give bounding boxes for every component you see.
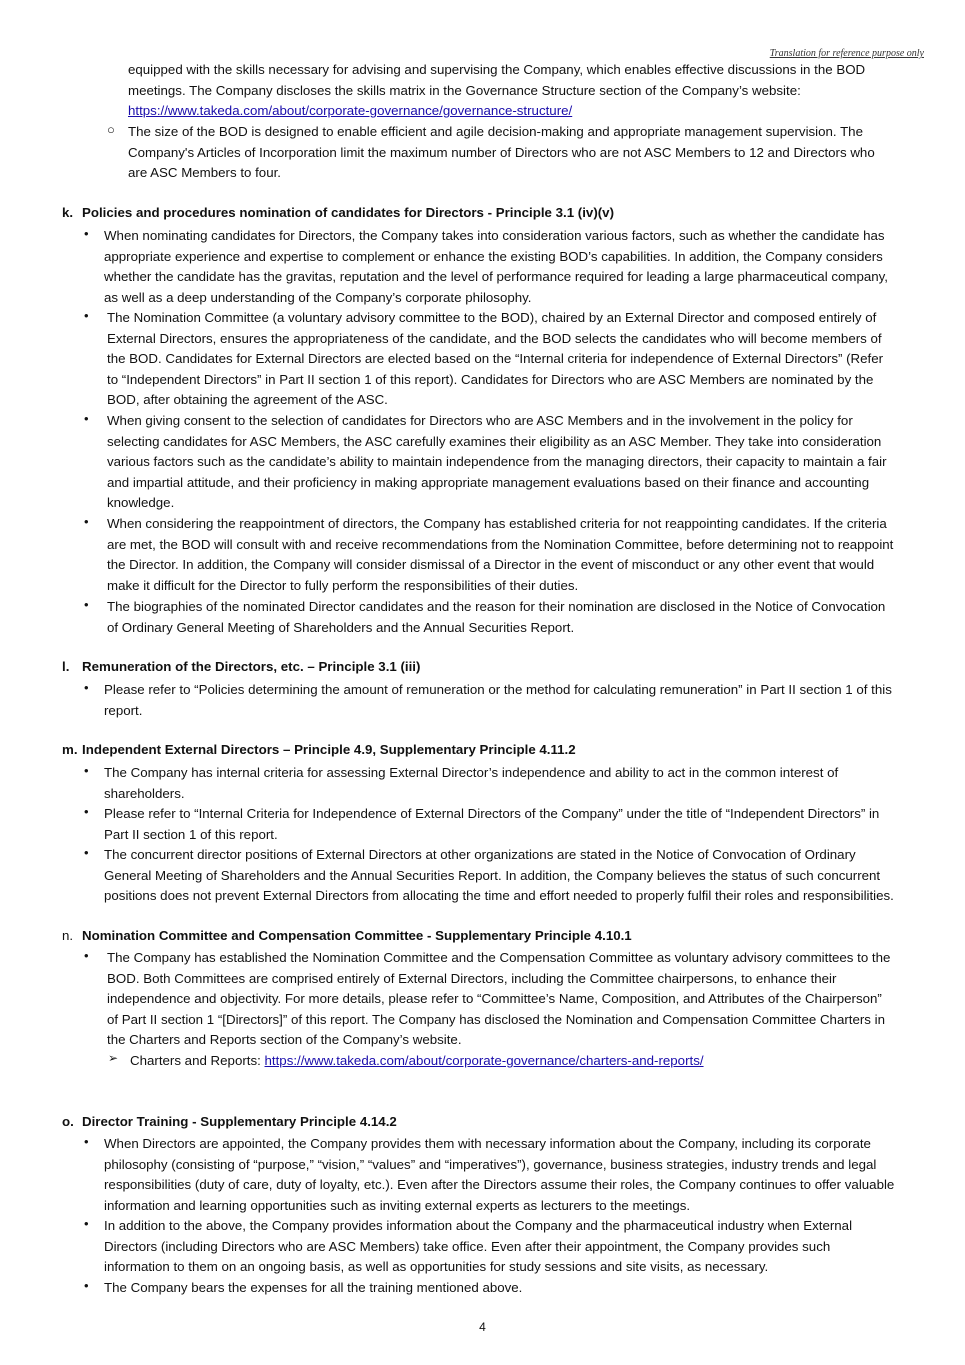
k-bullet-4 xyxy=(107,514,893,596)
text-line: of Ordinary General Meeting of Shareholders and the Annual Securities Report. xyxy=(107,619,575,635)
text-line: The concurrent director positions of External Directors at other organizations are stated in the Notice of Convocation of Ordinary xyxy=(104,847,856,862)
text-line: to “Independent Directors” in Part II section 1 of this report). Candidates for Directors who are ASC Members are nominated by the xyxy=(107,371,874,387)
intro-continuation xyxy=(128,60,865,122)
bullet-icon: • xyxy=(84,948,89,963)
o-bullet-1 xyxy=(104,1134,894,1216)
charters-reports-item xyxy=(130,1051,704,1072)
text-line: and impartial attitude, and their proficiency in making appropriate management evaluations based on their finance and accounting xyxy=(107,474,870,490)
page-number: 4 xyxy=(479,1320,486,1334)
bullet-icon: • xyxy=(84,411,89,426)
text-line: independence and objectivity. For more details, please refer to “Committee’s Name, Composition, and Attributes of the Chairperson” xyxy=(107,991,882,1007)
text-line: When considering the reappointment of directors, the Company has established criteria for not reappointing candidates. If the criteria xyxy=(107,516,887,531)
bod-size-paragraph xyxy=(128,122,875,184)
text-line: information to them on an ongoing basis, as well as opportunities for study sessions and site visits, as necessary. xyxy=(104,1259,769,1275)
text-line: BOD. Both Committees are comprised entirely of External Directors, including the Committee chairpersons, to enhance their xyxy=(107,970,837,986)
section-o-heading xyxy=(62,1114,397,1129)
text-line: positions does not prevent External Directors from allocating the time and effort needed to properly fulfil their roles and responsibilities. xyxy=(104,888,894,904)
text-line: information and learning opportunities such as inviting external experts as lecturers to the meetings. xyxy=(104,1197,691,1213)
text-line: The biographies of the nominated Director candidates and the reason for their nomination are disclosed in the Notice of Convocation xyxy=(107,599,886,614)
section-title: Nomination Committee and Compensation Committee - Supplementary Principle 4.10.1 xyxy=(82,928,632,943)
text-line: report. xyxy=(104,702,143,718)
bullet-icon: • xyxy=(84,226,89,241)
section-n-heading xyxy=(62,928,632,943)
charters-reports-link[interactable]: https://www.takeda.com/about/corporate-governance/charters-and-reports/ xyxy=(264,1053,704,1068)
text-line: shareholders. xyxy=(104,785,185,801)
arrow-bullet-icon: ➢ xyxy=(108,1051,119,1065)
o-bullet-2 xyxy=(104,1216,852,1278)
bullet-icon: • xyxy=(84,514,89,529)
text-line: In addition to the above, the Company provides information about the Company and the pharmaceutical industry when External xyxy=(104,1218,853,1233)
text-line: make it difficult for the Director to fully perform the responsibilities of their duties. xyxy=(107,577,579,593)
text-line: are ASC Members to four. xyxy=(128,165,281,181)
k-bullet-3 xyxy=(107,411,887,514)
text-line: as well as a deep understanding of the Company’s corporate philosophy. xyxy=(104,289,532,305)
text-line: The size of the BOD is designed to enable efficient and agile decision-making and appropriate management supervision. The xyxy=(128,124,863,139)
section-title: Remuneration of the Directors, etc. – Principle 3.1 (iii) xyxy=(82,659,421,674)
text-line: equipped with the skills necessary for advising and supervising the Company, which enables effective discussions in the BOD xyxy=(128,62,866,77)
bullet-icon: • xyxy=(84,1278,89,1293)
section-title: Independent External Directors – Principle 4.9, Supplementary Principle 4.11.2 xyxy=(82,742,576,757)
charters-label: Charters and Reports: xyxy=(130,1053,265,1068)
text-line: Please refer to “Internal Criteria for Independence of External Directors of the Company” under the title of “Independent Directors” in xyxy=(104,806,880,821)
text-line: When nominating candidates for Directors, the Company takes into consideration various factors, such as whether the candidate has xyxy=(104,228,885,243)
section-letter: m. xyxy=(62,742,78,757)
text-line: appropriate experience and expertise to complement or enhance the existing BOD’s capabilities. In addition, the Company considers xyxy=(104,248,883,264)
text-line: When Directors are appointed, the Company provides them with necessary information about the Company, including its corporate xyxy=(104,1136,871,1151)
section-l-heading xyxy=(62,659,420,674)
text-line: The Nomination Committee (a voluntary advisory committee to the BOD), chaired by an External Director and composed entirely of xyxy=(107,310,877,325)
bullet-icon: • xyxy=(84,845,89,860)
text-line: whether the candidate has the gravitas, reputation and the level of performance required for leading a large pharmaceutical company, xyxy=(104,269,889,285)
text-line: The Company has established the Nomination Committee and the Compensation Committee as voluntary advisory committees to the xyxy=(107,950,891,965)
governance-structure-link[interactable]: https://www.takeda.com/about/corporate-governance/governance-structure/ xyxy=(128,103,573,119)
text-line: the Director. In addition, the Company will consider dismissal of a Director in the event of misconduct or any other event that would xyxy=(107,557,875,573)
section-k-heading xyxy=(62,205,614,220)
text-line: Company's Articles of Incorporation limit the maximum number of Directors who are not ASC Members to 12 and Directors who xyxy=(128,144,875,160)
text-line: various factors such as the candidate’s ability to maintain independence from the managing directors, their capacity to maintain a fair xyxy=(107,454,887,470)
m-bullet-1 xyxy=(104,763,838,804)
bullet-icon: • xyxy=(84,763,89,778)
text-line: are met, the BOD will consult with and receive recommendations from the Nomination Committee, before determining not to reappoint xyxy=(107,536,894,552)
section-m-heading xyxy=(62,742,576,757)
text-line: Please refer to “Policies determining the amount of remuneration or the method for calculating remuneration” in Part II section 1 of this xyxy=(104,682,892,697)
text-line: knowledge. xyxy=(107,495,175,511)
bullet-icon: • xyxy=(84,680,89,695)
bullet-icon: • xyxy=(84,597,89,612)
bullet-icon: • xyxy=(84,804,89,819)
text-line: the Charters and Reports section of the Company’s website. xyxy=(107,1032,462,1048)
bullet-icon: • xyxy=(84,1216,89,1231)
bullet-icon: • xyxy=(84,308,89,323)
reference-note: Translation for reference purpose only xyxy=(769,48,924,59)
text-line: The Company has internal criteria for assessing External Director’s independence and ability to act in the common interest of xyxy=(104,765,839,780)
text-line: External Directors, ensures the appropriateness of the candidate, and the BOD selects the candidates who will become members of xyxy=(107,330,882,346)
m-bullet-3 xyxy=(104,845,894,907)
k-bullet-2 xyxy=(107,308,883,411)
text-line: When giving consent to the selection of candidates for Directors who are ASC Members and in the involvement in the policy for xyxy=(107,413,853,428)
text-line: the BOD. Candidates for External Directors are elected based on the “Internal criteria for independence of External Directors” (Refer xyxy=(107,351,884,367)
section-letter: n. xyxy=(62,928,74,943)
k-bullet-1 xyxy=(104,226,888,308)
text-line: General Meeting of Shareholders and the Annual Securities Report. In addition, the Company believes the status of such concurrent xyxy=(104,867,881,883)
text-line: Directors (including Directors who are ASC Members) take office. Even after their appointment, the Company provides such xyxy=(104,1238,831,1254)
circle-bullet-icon: ○ xyxy=(107,122,115,137)
text-line: The Company bears the expenses for all the training mentioned above. xyxy=(104,1280,523,1295)
m-bullet-2 xyxy=(104,804,879,845)
text-line: selecting candidates for ASC Members, the ASC carefully examines their eligibility as an ASC Member. They take into consideration xyxy=(107,433,882,449)
text-line: of Part II section 1 “[Directors]” of this report. The Company has disclosed the Nomination and Compensation Committee Charters in xyxy=(107,1011,885,1027)
text-line: meetings. The Company discloses the skills matrix in the Governance Structure section of the Company’s website: xyxy=(128,82,801,98)
section-letter: k. xyxy=(62,205,74,220)
section-title: Director Training - Supplementary Principle 4.14.2 xyxy=(82,1114,397,1129)
section-letter: l. xyxy=(62,659,70,674)
text-line: BOD, after obtaining the agreement of the ASC. xyxy=(107,392,388,408)
l-bullet-1 xyxy=(104,680,892,721)
bullet-icon: • xyxy=(84,1134,89,1149)
text-line: philosophy (consisting of “purpose,” “vision,” “values” and “imperatives”), governance, business strategies, industry trends and legal xyxy=(104,1156,877,1172)
text-line: Part II section 1 of this report. xyxy=(104,826,278,842)
section-title: Policies and procedures nomination of candidates for Directors - Principle 3.1 (iv)(v) xyxy=(82,205,614,220)
o-bullet-3 xyxy=(104,1278,522,1299)
text-line: responsibilities (duty of care, duty of loyalty, etc.). Even after the Directors assume their roles, the Company continues to offer valuable xyxy=(104,1177,895,1193)
section-letter: o. xyxy=(62,1114,74,1129)
n-bullet-1 xyxy=(107,948,890,1051)
k-bullet-5 xyxy=(107,597,885,638)
